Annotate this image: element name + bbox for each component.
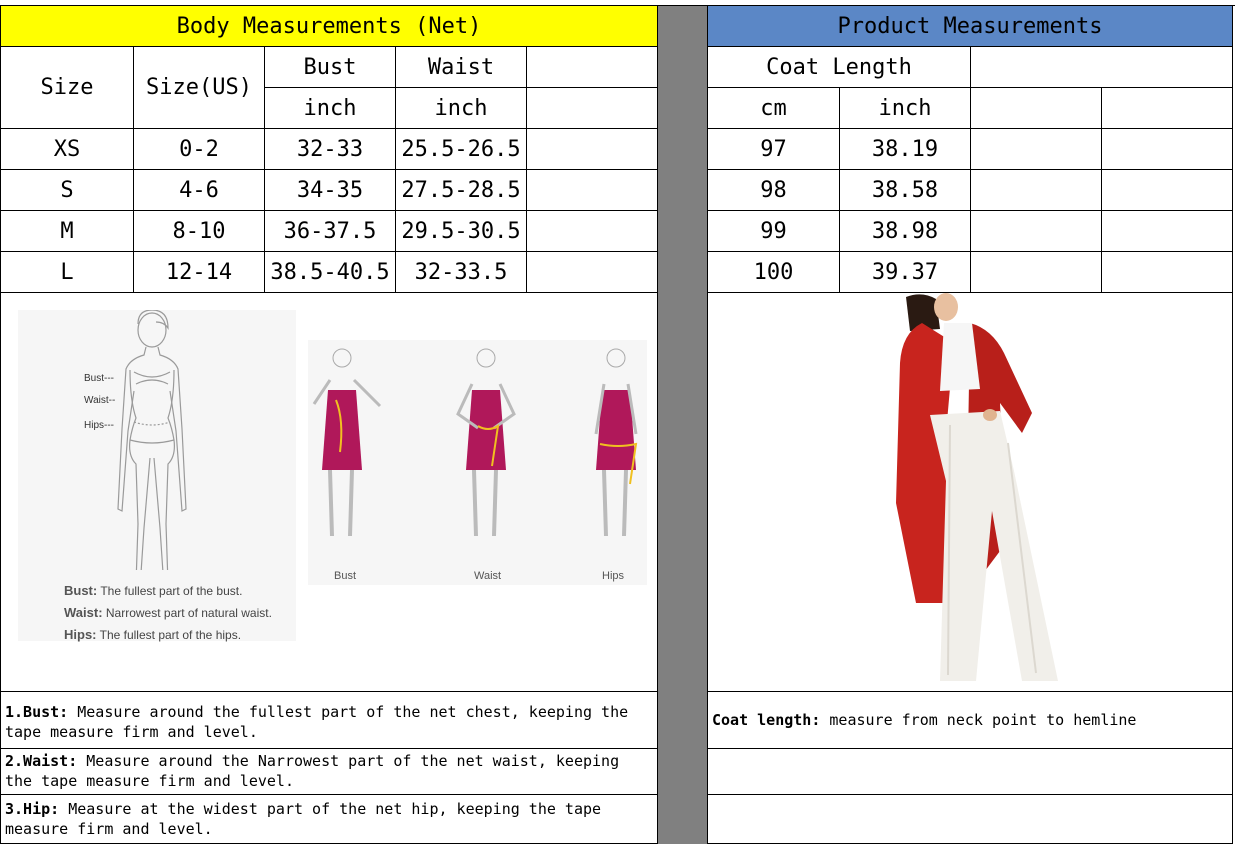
cm-value: 97	[760, 136, 787, 162]
table-row-us	[134, 129, 265, 170]
waist-header-label: Waist	[427, 54, 495, 80]
waist-unit-label: inch	[434, 95, 488, 121]
cm-value: 98	[760, 177, 787, 203]
legend-bust-term: Bust:	[64, 583, 98, 598]
bust-column-header	[265, 47, 396, 88]
size-value: XS	[53, 136, 81, 162]
note-waist	[0, 749, 658, 795]
dress-figure-bust	[314, 349, 380, 582]
size-us-header-label: Size(US)	[146, 75, 252, 100]
bust-value: 34-35	[296, 177, 364, 203]
table-row-inch	[840, 252, 971, 293]
table-row-waist	[396, 129, 527, 170]
empty-cell	[527, 211, 658, 252]
bust-value: 36-37.5	[283, 218, 377, 244]
caption-bust: Bust	[334, 570, 357, 582]
bust-unit-label: inch	[303, 95, 357, 121]
size-header-label: Size	[40, 75, 94, 100]
legend-waist-term: Waist:	[64, 605, 103, 620]
empty-cell	[1102, 252, 1233, 293]
body-table-title: Body Measurements (Net)	[176, 13, 482, 39]
body-measurements-header	[0, 6, 658, 47]
table-row-bust	[265, 129, 396, 170]
table-row-inch	[840, 170, 971, 211]
size-column-header	[0, 47, 134, 129]
dress-figures	[308, 340, 647, 585]
table-row-cm	[708, 170, 840, 211]
bust-header-label: Bust	[303, 54, 357, 80]
size-us-value: 0-2	[179, 136, 219, 162]
size-us-value: 8-10	[172, 218, 226, 244]
figure-label-bust: Bust---	[84, 373, 114, 384]
cm-unit-label: cm	[760, 95, 787, 121]
waist-value: 25.5-26.5	[401, 136, 521, 162]
body-outline-figure	[18, 310, 296, 570]
coat-length-header	[708, 47, 971, 88]
legend-hips-term: Hips:	[64, 627, 97, 642]
empty-cell	[971, 129, 1102, 170]
empty-cell	[971, 252, 1102, 293]
table-row-us	[134, 252, 265, 293]
caption-hips: Hips	[602, 570, 625, 582]
table-row-us	[134, 170, 265, 211]
empty-cell	[971, 211, 1102, 252]
table-row-bust	[265, 252, 396, 293]
bust-value: 38.5-40.5	[270, 259, 390, 285]
table-row-cm	[708, 211, 840, 252]
note-waist-text: Measure around the Narrowest part of the net waist, keeping the tape measure firm and level.	[5, 752, 620, 790]
legend-bust-text: The fullest part of the bust.	[100, 584, 243, 598]
table-row-size	[0, 129, 134, 170]
waist-value: 29.5-30.5	[401, 218, 521, 244]
table-row-waist	[396, 252, 527, 293]
table-row-waist	[396, 170, 527, 211]
empty-header-cell	[527, 47, 658, 88]
cm-value: 100	[753, 259, 794, 285]
figure-label-hips: Hips---	[84, 420, 114, 431]
inch-value: 38.58	[871, 177, 939, 203]
table-row-cm	[708, 252, 840, 293]
bust-value: 32-33	[296, 136, 364, 162]
empty-cell	[1102, 129, 1233, 170]
inch-value: 39.37	[871, 259, 939, 285]
product-photo	[708, 293, 1233, 692]
body-figure-panel	[18, 310, 296, 641]
waist-value: 27.5-28.5	[401, 177, 521, 203]
table-row-size	[0, 170, 134, 211]
empty-cell	[527, 252, 658, 293]
inch-unit-label: inch	[878, 95, 932, 121]
empty-cell	[971, 170, 1102, 211]
cm-value: 99	[760, 218, 787, 244]
model-in-red-coat-image	[708, 293, 1233, 692]
coat-length-label: Coat Length	[766, 54, 912, 80]
empty-cell	[1102, 170, 1233, 211]
dress-figure-hips	[596, 349, 636, 582]
empty-note-cell	[708, 749, 1233, 795]
legend-hips-text: The fullest part of the hips.	[99, 628, 242, 642]
size-us-value: 4-6	[179, 177, 219, 203]
body-measurement-illustrations	[0, 293, 658, 692]
empty-note-cell	[708, 795, 1233, 844]
dress-figures-panel	[308, 340, 647, 585]
table-row-us	[134, 211, 265, 252]
empty-header-cell	[971, 47, 1233, 88]
note-waist-term: 2.Waist:	[5, 752, 78, 770]
inch-value: 38.19	[871, 136, 939, 162]
note-bust	[0, 692, 658, 749]
product-table-title: Product Measurements	[837, 13, 1103, 39]
empty-cell	[971, 88, 1102, 129]
inch-value: 38.98	[871, 218, 939, 244]
caption-waist: Waist	[474, 570, 502, 582]
table-row-inch	[840, 211, 971, 252]
size-us-value: 12-14	[165, 259, 233, 285]
note-bust-text: Measure around the fullest part of the net chest, keeping the tape measure firm and level.	[5, 703, 629, 741]
size-value: S	[60, 177, 74, 203]
inch-unit-cell	[840, 88, 971, 129]
note-bust-term: 1.Bust:	[5, 703, 69, 721]
note-coat-text: measure from neck point to hemline	[820, 711, 1137, 729]
table-row-inch	[840, 129, 971, 170]
dress-figure-waist	[458, 349, 514, 582]
bust-unit-cell	[265, 88, 396, 129]
product-measurements-header	[708, 6, 1233, 47]
empty-cell	[527, 129, 658, 170]
legend-waist-text: Narrowest part of natural waist.	[105, 606, 272, 620]
table-row-bust	[265, 211, 396, 252]
table-row-size	[0, 211, 134, 252]
note-hip-term: 3.Hip:	[5, 800, 60, 818]
legend-bust	[64, 583, 242, 598]
note-hip	[0, 795, 658, 844]
note-coat-length	[708, 692, 1233, 749]
size-us-column-header	[134, 47, 265, 129]
legend-waist	[64, 605, 272, 620]
table-row-waist	[396, 211, 527, 252]
separator-column	[658, 6, 708, 844]
empty-unit-cell	[527, 88, 658, 129]
empty-cell	[1102, 211, 1233, 252]
table-row-cm	[708, 129, 840, 170]
empty-cell	[527, 170, 658, 211]
table-row-bust	[265, 170, 396, 211]
legend-hips	[64, 627, 241, 642]
size-value: M	[60, 218, 74, 244]
size-value: L	[60, 259, 74, 285]
note-hip-text: Measure at the widest part of the net hip, keeping the tape measure firm and level.	[5, 800, 602, 838]
waist-value: 32-33.5	[414, 259, 508, 285]
note-coat-term: Coat length:	[712, 711, 821, 729]
table-row-size	[0, 252, 134, 293]
waist-column-header	[396, 47, 527, 88]
empty-cell	[1102, 88, 1233, 129]
cm-unit-cell	[708, 88, 840, 129]
waist-unit-cell	[396, 88, 527, 129]
figure-label-waist: Waist--	[84, 395, 116, 406]
